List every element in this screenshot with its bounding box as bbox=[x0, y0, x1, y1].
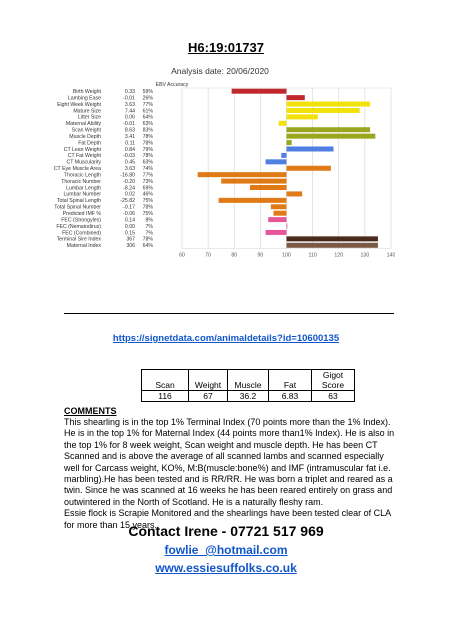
x-tick-label: 80 bbox=[231, 252, 238, 259]
bar bbox=[287, 140, 292, 145]
scan-table-header bbox=[189, 370, 228, 391]
row-accuracy: 61% bbox=[142, 108, 153, 115]
row-accuracy: 75% bbox=[142, 210, 153, 217]
row-accuracy: 73% bbox=[142, 178, 153, 185]
row-label: CT Lean Weight bbox=[63, 146, 101, 153]
x-tick-label: 140 bbox=[386, 252, 395, 259]
comments-body bbox=[64, 417, 396, 531]
website-link[interactable]: www.essiesuffolks.co.uk bbox=[155, 561, 297, 575]
row-ebv: -0.01 bbox=[123, 95, 135, 102]
row-ebv: 0.15 bbox=[124, 230, 135, 237]
comments-paragraph: This shearling is in the top 1% Terminal Index (70 points more than the 1% Index). He is in the top 1% for Maternal Index (44 points more than1% Index). He is also in the top 1% for 8 week weight, Scan weight and muscle depth. He has been CT Scanned and is above the average of all scanned lambs and scanned especially well for Carcass weight, KO%, M:B(muscle:bone%) and IMF (intramuscular fat i.e. marbling).He has been tested and is RR/RR. He was born a triplet and reared as a twin. Since he was scanned at 16 weeks he has been reared entirely on grass and outwintered in the North of Scotland. He is a naturally fleshy ram. bbox=[64, 417, 395, 507]
row-accuracy: 59% bbox=[142, 89, 153, 96]
chart-column-ebv: EBV bbox=[155, 82, 166, 88]
chart-title: Analysis date: 20/06/2020 bbox=[171, 66, 269, 76]
bar bbox=[279, 121, 287, 126]
bar bbox=[287, 236, 378, 241]
row-accuracy: 74% bbox=[142, 166, 153, 173]
row-accuracy: 26% bbox=[142, 95, 153, 102]
scan-table-header bbox=[269, 370, 312, 391]
row-label: Maternal Ability bbox=[65, 121, 101, 128]
scan-table-header bbox=[228, 370, 269, 391]
row-label: Eight Week Weight bbox=[57, 101, 101, 108]
row-label: FEC (Combined) bbox=[62, 230, 101, 237]
row-accuracy: 77% bbox=[142, 101, 153, 108]
row-label: FEC (Nematodirus) bbox=[56, 223, 101, 230]
bar bbox=[232, 89, 287, 94]
bar bbox=[287, 108, 360, 113]
scan-table-cell: 6.83 bbox=[269, 391, 312, 402]
scan-table-header-text: Fat bbox=[283, 380, 297, 390]
row-ebv: 306 bbox=[126, 243, 135, 250]
row-ebv: 0.11 bbox=[125, 140, 135, 147]
email-link[interactable]: fowlie_@hotmail.com bbox=[164, 543, 288, 557]
row-ebv: 367 bbox=[126, 236, 135, 243]
chart-column-accuracy: Accuracy bbox=[167, 82, 189, 88]
row-accuracy: 64% bbox=[142, 243, 153, 250]
scan-table-header-text: Weight bbox=[194, 380, 222, 390]
bar bbox=[221, 179, 286, 184]
scan-table-cell: 63 bbox=[312, 391, 355, 402]
row-ebv: 8.63 bbox=[124, 127, 135, 134]
row-label: Lumbar Number bbox=[63, 191, 101, 198]
row-accuracy: 78% bbox=[142, 236, 153, 243]
row-accuracy: 7% bbox=[145, 223, 153, 230]
row-label: Thoracic Length bbox=[63, 172, 101, 179]
row-accuracy: 63% bbox=[142, 159, 153, 166]
row-label: Total Spinal Number bbox=[54, 204, 101, 211]
scan-table-cell: 116 bbox=[142, 391, 189, 402]
scan-table-header-text: Muscle bbox=[234, 380, 262, 390]
row-accuracy: 46% bbox=[142, 191, 153, 198]
ebv-chart-svg bbox=[45, 64, 395, 309]
row-accuracy: 78% bbox=[142, 133, 153, 140]
row-ebv: 3.41 bbox=[124, 133, 135, 140]
divider bbox=[64, 313, 394, 314]
row-ebv: 0.33 bbox=[124, 89, 135, 96]
x-tick-label: 100 bbox=[282, 252, 291, 259]
bar bbox=[287, 224, 288, 229]
row-ebv: 0.02 bbox=[124, 191, 135, 198]
row-accuracy: 77% bbox=[142, 172, 153, 179]
scan-table bbox=[141, 369, 355, 402]
bar bbox=[266, 230, 287, 235]
bar bbox=[271, 204, 287, 209]
row-accuracy: 78% bbox=[142, 140, 153, 147]
row-label: Maternal Index bbox=[66, 243, 101, 250]
row-ebv: 0.45 bbox=[124, 159, 135, 166]
x-tick-label: 130 bbox=[360, 252, 370, 259]
row-ebv: 3.63 bbox=[124, 166, 135, 173]
bar bbox=[287, 127, 371, 132]
row-ebv: -0.17 bbox=[123, 204, 135, 211]
row-label: Scan Weight bbox=[71, 127, 101, 134]
row-label: FEC (Strongyles) bbox=[61, 217, 101, 224]
row-label: Lumbar Length bbox=[66, 185, 101, 192]
bar bbox=[287, 191, 303, 196]
row-accuracy: 75% bbox=[142, 198, 153, 205]
x-tick-label: 110 bbox=[308, 252, 317, 259]
row-label: Birth Weight bbox=[72, 89, 101, 96]
x-tick-label: 90 bbox=[257, 252, 264, 259]
row-accuracy: 78% bbox=[142, 204, 153, 211]
row-ebv: 0.06 bbox=[124, 114, 135, 121]
row-label: CT Eye Muscle Area bbox=[53, 166, 101, 173]
row-accuracy: 79% bbox=[142, 146, 153, 153]
row-label: Predicted IMF % bbox=[62, 210, 101, 217]
bar bbox=[219, 198, 287, 203]
animal-details-link[interactable]: https://signetdata.com/animaldetails?id=10600135 bbox=[112, 333, 340, 344]
row-label: Mature Size bbox=[73, 108, 101, 115]
row-ebv: -16.80 bbox=[120, 172, 135, 179]
row-ebv: -0.20 bbox=[123, 178, 135, 185]
scan-table-header bbox=[142, 370, 189, 391]
bar bbox=[287, 102, 371, 107]
row-ebv: -0.06 bbox=[123, 210, 135, 217]
scan-table-cell: 36.2 bbox=[228, 391, 269, 402]
bar bbox=[287, 95, 305, 100]
row-ebv: 7.44 bbox=[124, 108, 135, 115]
row-accuracy: 69% bbox=[142, 185, 153, 192]
bar bbox=[287, 146, 334, 151]
row-accuracy: 83% bbox=[142, 127, 153, 134]
row-label: CT Muscularity bbox=[66, 159, 101, 166]
row-ebv: -8.24 bbox=[123, 185, 135, 192]
row-label: Fat Depth bbox=[78, 140, 101, 147]
row-label: CT Fat Weight bbox=[67, 153, 101, 160]
bar bbox=[250, 185, 287, 190]
row-accuracy: 78% bbox=[142, 153, 153, 160]
row-ebv: -0.03 bbox=[123, 153, 135, 160]
bar bbox=[198, 172, 287, 177]
row-accuracy: 64% bbox=[142, 114, 153, 121]
row-accuracy: 7% bbox=[145, 230, 153, 237]
row-ebv: 0.14 bbox=[124, 217, 135, 224]
contact-line: Contact Irene - 07721 517 969 bbox=[128, 523, 324, 539]
scan-table-header-text: Gigot bbox=[322, 370, 344, 380]
scan-table-cell: 67 bbox=[189, 391, 228, 402]
bar bbox=[273, 211, 286, 216]
bar bbox=[287, 134, 376, 139]
row-label: Thoracic Number bbox=[61, 178, 101, 185]
row-ebv: 0.00 bbox=[124, 223, 135, 230]
bar bbox=[287, 243, 378, 248]
bar bbox=[266, 159, 287, 164]
bar bbox=[287, 166, 331, 171]
row-label: Litter Size bbox=[77, 114, 101, 121]
row-ebv: -0.01 bbox=[123, 121, 135, 128]
row-ebv: -25.82 bbox=[120, 198, 135, 205]
row-label: Lambing Ease bbox=[67, 95, 101, 102]
scan-table-header bbox=[312, 370, 355, 391]
bar bbox=[287, 114, 318, 119]
scan-table-header-text: Scan bbox=[155, 380, 175, 390]
x-tick-label: 70 bbox=[205, 252, 212, 259]
comments-heading: COMMENTS bbox=[64, 406, 117, 416]
row-label: Terminal Sire Index bbox=[56, 236, 101, 243]
scan-table-header-row bbox=[142, 370, 355, 391]
comments-paragraph: Essie flock is Scrapie Monitored and the shearlings have been tested clear of CLA for more than 15 years. bbox=[64, 508, 391, 530]
ebv-chart bbox=[45, 64, 395, 309]
row-accuracy: 8% bbox=[145, 217, 153, 224]
row-ebv: 0.84 bbox=[124, 146, 135, 153]
scan-table-header-text: Score bbox=[321, 380, 345, 390]
bar bbox=[281, 153, 286, 158]
page-title: H6:19:01737 bbox=[188, 40, 264, 55]
row-label: Muscle Depth bbox=[69, 133, 101, 140]
x-tick-label: 60 bbox=[179, 252, 185, 259]
bar bbox=[268, 217, 286, 222]
scan-table-values-row bbox=[142, 391, 355, 402]
row-ebv: 3.63 bbox=[124, 101, 135, 108]
row-accuracy: 63% bbox=[142, 121, 153, 128]
row-label: Total Spinal Length bbox=[56, 198, 101, 205]
x-tick-label: 120 bbox=[334, 252, 344, 259]
